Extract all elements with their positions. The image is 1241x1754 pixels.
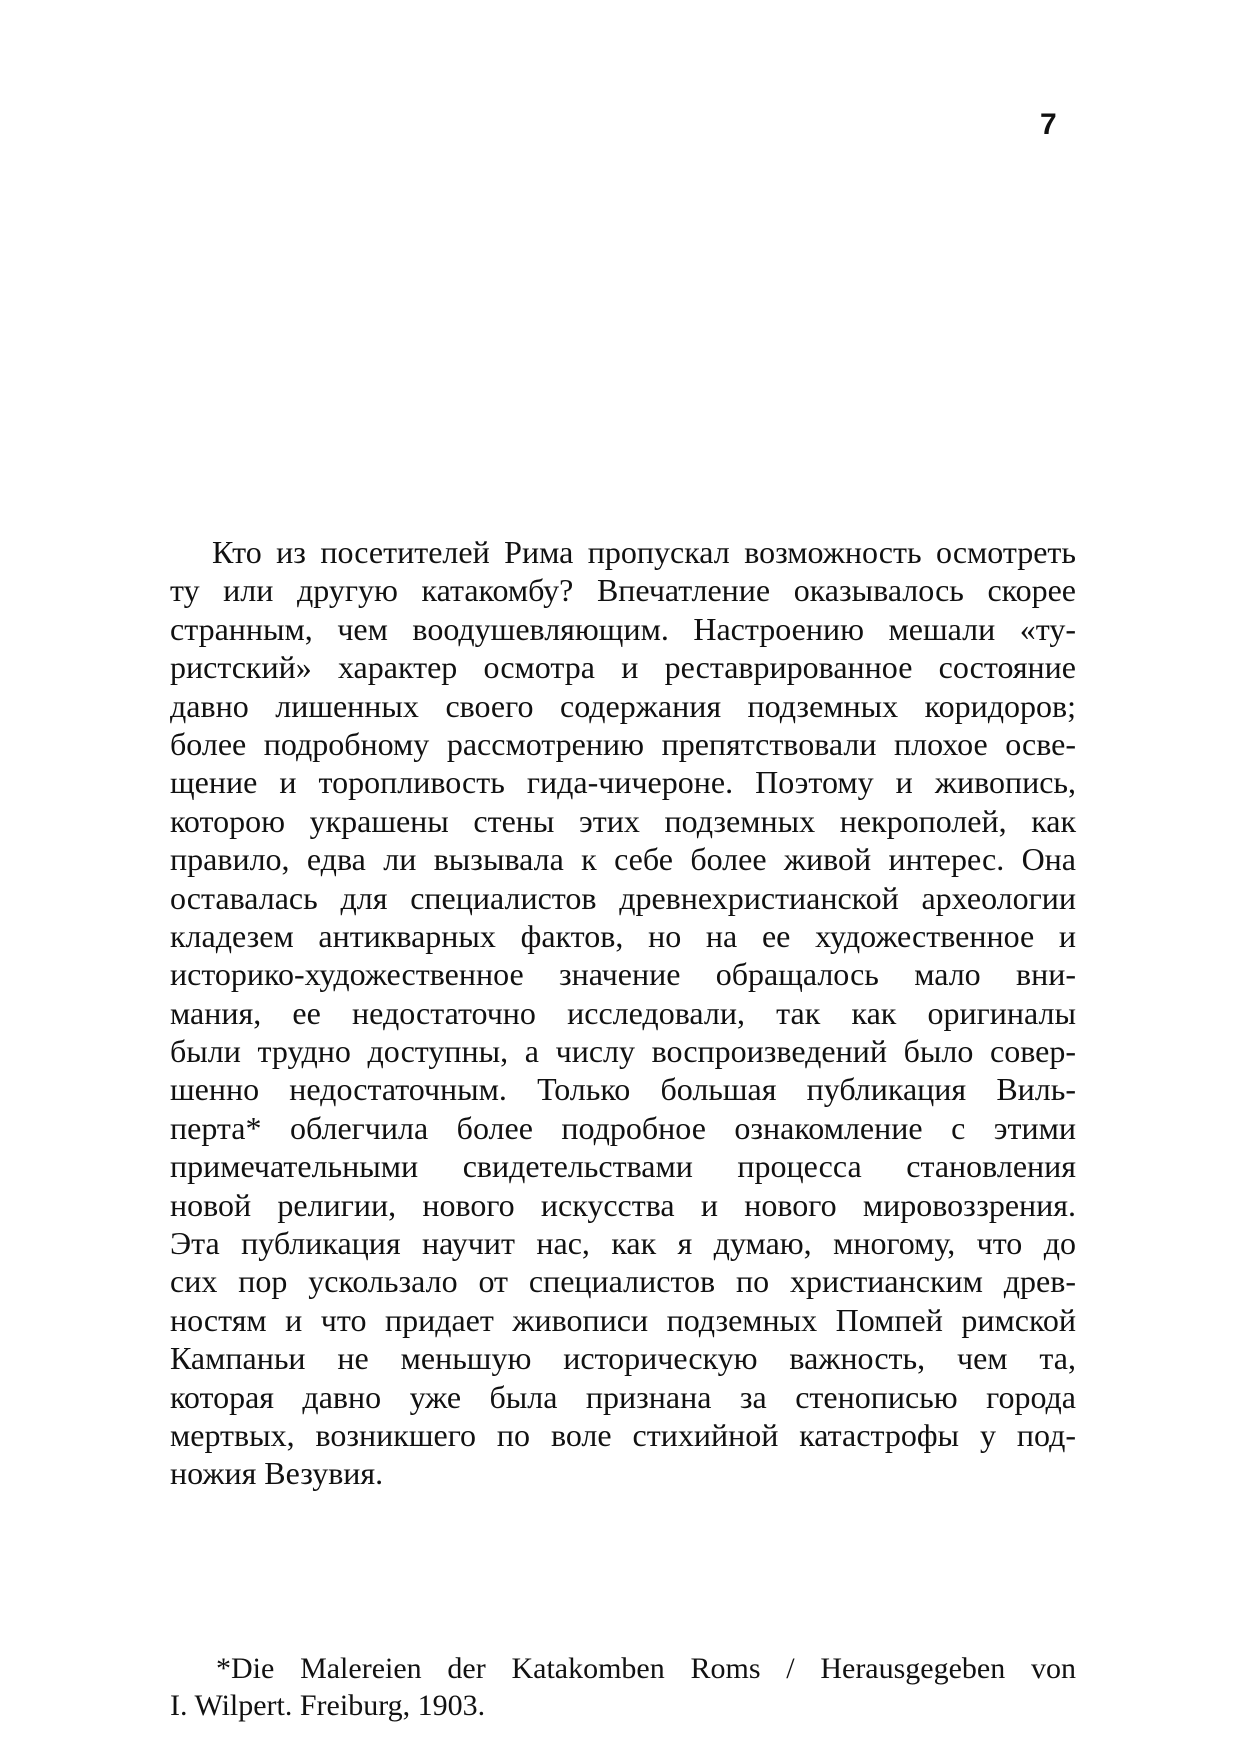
paragraph-line: перта* облегчила более подробное ознакомление с этими [170, 1109, 1076, 1146]
paragraph-line: странным, чем воодушевляющим. Настроению мешали «ту- [170, 610, 1076, 647]
paragraph-line: которою украшены стены этих подземных некрополей, как [170, 802, 1076, 839]
paragraph-line: примечательными свидетельствами процесса становления [170, 1148, 1076, 1185]
paragraph-line: ристский» характер осмотра и реставрированное состояние [170, 649, 1076, 686]
paragraph-line: более подробному рассмотрению препятствовали плохое осве- [170, 725, 1076, 762]
paragraph-line: мания, ее недостаточно исследовали, так как оригиналы [170, 994, 1076, 1031]
footnote-line: I. Wilpert. Freiburg, 1903. [170, 1689, 486, 1722]
paragraph-line: были трудно доступны, а числу воспроизведений было совер- [170, 1033, 1076, 1070]
paragraph-line: новой религии, нового искусства и нового мировоззрения. [170, 1186, 1076, 1223]
paragraph-line: Кампаньи не меньшую историческую важность, чем та, [170, 1340, 1076, 1377]
paragraph-line: правило, едва ли вызывала к себе более живой интерес. Она [170, 841, 1076, 878]
paragraph-line: ножия Везувия. [170, 1455, 384, 1492]
paragraph-line: мертвых, возникшего по воле стихийной катастрофы у под- [170, 1416, 1076, 1453]
paragraph-line: оставалась для специалистов древнехристианской археологии [170, 879, 1076, 916]
paragraph-line: шенно недостаточным. Только большая публикация Виль- [170, 1071, 1076, 1108]
paragraph-line: давно лишенных своего содержания подземных коридоров; [170, 687, 1076, 724]
paragraph-line: сих пор ускользало от специалистов по христианским древ- [170, 1263, 1076, 1300]
body-text [170, 533, 1076, 1493]
footnote [170, 1650, 1076, 1724]
paragraph-line: ностям и что придает живописи подземных Помпей римской [170, 1301, 1076, 1338]
paragraph-line: Эта публикация научит нас, как я думаю, многому, что до [170, 1225, 1076, 1262]
paragraph-line: кладезем антикварных фактов, но на ее художественное и [170, 917, 1076, 954]
paragraph-line: ту или другую катакомбу? Впечатление оказывалось скорее [170, 572, 1076, 609]
paragraph-line: Кто из посетителей Рима пропускал возможность осмотреть [212, 534, 1076, 570]
paragraph-line: которая давно уже была признана за стенописью города [170, 1378, 1076, 1415]
page-number: 7 [1040, 108, 1057, 141]
paragraph-line: щение и торопливость гида-чичероне. Поэтому и живопись, [170, 764, 1076, 801]
footnote-line: *Die Malereien der Katakomben Roms / Herausgegeben von [216, 1652, 1076, 1685]
paragraph-line: историко-художественное значение обращалось мало вни- [170, 956, 1076, 993]
